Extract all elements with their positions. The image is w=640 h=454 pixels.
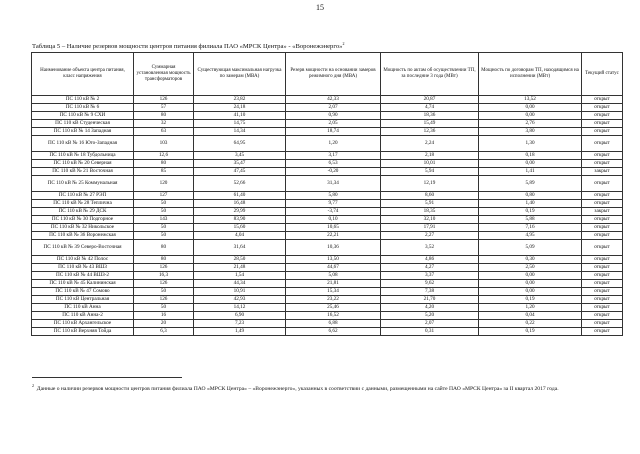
cell-max-load: 21,48 bbox=[194, 264, 286, 272]
cell-object-name: ПС 110 кВ № 18 Тубдольница bbox=[32, 152, 134, 160]
cell-contracts-power: 0,00 bbox=[479, 280, 582, 288]
cell-contracts-power: 0,00 bbox=[479, 112, 582, 120]
cell-contracts-power: 2,76 bbox=[479, 120, 582, 128]
cell-object-name: ПС 110 кВ № 32 Никольское bbox=[32, 224, 134, 232]
cell-max-load: 83,90 bbox=[194, 216, 286, 224]
cell-status: открыт bbox=[582, 176, 623, 192]
table-row bbox=[32, 120, 623, 128]
cell-acts-power: 3,52 bbox=[381, 240, 479, 256]
cell-contracts-power: 0,04 bbox=[479, 312, 582, 320]
cell-status: открыт bbox=[582, 224, 623, 232]
cell-status: открыт bbox=[582, 136, 623, 152]
cell-reserve: 10,36 bbox=[286, 240, 381, 256]
cell-reserve: 9,77 bbox=[286, 200, 381, 208]
table-row bbox=[32, 296, 623, 304]
cell-acts-power: 2,27 bbox=[381, 232, 479, 240]
header-reserve: Резерв мощности на основании замеров режимного дня (МВА) bbox=[286, 53, 381, 96]
cell-acts-power: 10,01 bbox=[381, 160, 479, 168]
cell-installed-power: 20 bbox=[134, 320, 194, 328]
footnote-marker: 2 bbox=[32, 383, 34, 388]
cell-acts-power: 4,27 bbox=[381, 264, 479, 272]
cell-installed-power: 16,3 bbox=[134, 272, 194, 280]
cell-reserve: 0,10 bbox=[286, 216, 381, 224]
table-row bbox=[32, 264, 623, 272]
cell-installed-power: 6,3 bbox=[134, 328, 194, 336]
cell-max-load: 47,45 bbox=[194, 168, 286, 176]
cell-installed-power: 80 bbox=[134, 256, 194, 264]
cell-object-name: ПС 110 кВ № 39 Северо-Восточная bbox=[32, 240, 134, 256]
cell-acts-power: 5,20 bbox=[381, 312, 479, 320]
cell-object-name: ПС 110 кВ Центральная bbox=[32, 296, 134, 304]
cell-contracts-power: 0,80 bbox=[479, 192, 582, 200]
cell-object-name: ПС 110 кВ Анна-2 bbox=[32, 312, 134, 320]
cell-status: открыт bbox=[582, 120, 623, 128]
cell-object-name: ПС 110 кВ Архангельское bbox=[32, 320, 134, 328]
cell-reserve: -3,74 bbox=[286, 208, 381, 216]
cell-contracts-power: 0,19 bbox=[479, 328, 582, 336]
table-row bbox=[32, 288, 623, 296]
cell-acts-power: 12,36 bbox=[381, 128, 479, 136]
cell-reserve: 21,81 bbox=[286, 280, 381, 288]
cell-object-name: ПС 110 кВ № 47 Сомово bbox=[32, 288, 134, 296]
cell-object-name: ПС 110 кВ № 27 РЭП bbox=[32, 192, 134, 200]
cell-status: открыт bbox=[582, 104, 623, 112]
header-object-name: Наименование объекта центра питания, класс напряжения bbox=[32, 53, 134, 96]
cell-contracts-power: 0,18 bbox=[479, 152, 582, 160]
cell-contracts-power: 7,16 bbox=[479, 224, 582, 232]
table-row bbox=[32, 192, 623, 200]
caption-footnote-ref: 2 bbox=[342, 41, 345, 46]
cell-max-load: 29,99 bbox=[194, 208, 286, 216]
cell-object-name: ПС 110 кВ № 44 ВШЗ-2 bbox=[32, 272, 134, 280]
table-row bbox=[32, 96, 623, 104]
cell-installed-power: 50 bbox=[134, 200, 194, 208]
table-row bbox=[32, 312, 623, 320]
cell-max-load: 1,54 bbox=[194, 272, 286, 280]
cell-max-load: 42,93 bbox=[194, 296, 286, 304]
cell-contracts-power: 5,88 bbox=[479, 216, 582, 224]
cell-contracts-power: 3,80 bbox=[479, 128, 582, 136]
cell-contracts-power: 0,00 bbox=[479, 288, 582, 296]
cell-reserve: 2,05 bbox=[286, 120, 381, 128]
cell-object-name: ПС 110 кВ № 36 Воронежская bbox=[32, 232, 134, 240]
power-reserve-table bbox=[31, 52, 623, 336]
cell-reserve: 6,62 bbox=[286, 328, 381, 336]
cell-max-load: 14,12 bbox=[194, 304, 286, 312]
cell-status: открыт bbox=[582, 328, 623, 336]
table-row bbox=[32, 304, 623, 312]
cell-max-load: 6,90 bbox=[194, 312, 286, 320]
cell-object-name: ПС 110 кВ № 2 bbox=[32, 96, 134, 104]
table-row bbox=[32, 208, 623, 216]
table-row bbox=[32, 224, 623, 232]
cell-status: открыт bbox=[582, 240, 623, 256]
cell-contracts-power: 0,00 bbox=[479, 160, 582, 168]
cell-status: закрыт bbox=[582, 208, 623, 216]
cell-max-load: 1,49 bbox=[194, 328, 286, 336]
cell-installed-power: 80 bbox=[134, 112, 194, 120]
table-row bbox=[32, 104, 623, 112]
cell-installed-power: 126 bbox=[134, 96, 194, 104]
cell-installed-power: 12,6 bbox=[134, 152, 194, 160]
table-row bbox=[32, 152, 623, 160]
cell-contracts-power: 1,40 bbox=[479, 200, 582, 208]
cell-max-load: 61,40 bbox=[194, 192, 286, 200]
cell-status: открыт bbox=[582, 320, 623, 328]
cell-status: открыт bbox=[582, 296, 623, 304]
cell-object-name: ПС 110 кВ № 6 bbox=[32, 104, 134, 112]
cell-object-name: ПС 110 кВ № 45 Калининская bbox=[32, 280, 134, 288]
cell-object-name: ПС 110 кВ № 42 Полос bbox=[32, 256, 134, 264]
header-max-load: Существующая максимальная нагрузка по замерам (МВА) bbox=[194, 53, 286, 96]
cell-status: открыт bbox=[582, 152, 623, 160]
cell-object-name: ПС 110 кВ № 25 Коммунальная bbox=[32, 176, 134, 192]
header-acts-power: Мощность по актам об осуществлении ТП, за последние 3 года (МВт) bbox=[381, 53, 479, 96]
cell-max-load: 4,04 bbox=[194, 232, 286, 240]
cell-installed-power: 126 bbox=[134, 280, 194, 288]
header-contracts-power: Мощность по договорам ТП, находящимся на исполнении (МВт) bbox=[479, 53, 582, 96]
footnote-text: Данные о наличии резервов мощности центров питания филиала ПАО «МРСК Центра» – «Воронежэнерго», указанных в соответствии с данными, размещенными на сайте ПАО «МРСК Центра» за II квартал 2017 года. bbox=[36, 385, 559, 392]
cell-acts-power: 4,20 bbox=[381, 304, 479, 312]
cell-acts-power: 7,38 bbox=[381, 288, 479, 296]
cell-installed-power: 50 bbox=[134, 304, 194, 312]
cell-contracts-power: 5,89 bbox=[479, 176, 582, 192]
cell-status: открыт bbox=[582, 112, 623, 120]
cell-status: открыт bbox=[582, 200, 623, 208]
table-row bbox=[32, 328, 623, 336]
cell-object-name: ПС 110 кВ № 21 Восточная bbox=[32, 168, 134, 176]
cell-acts-power: 4,74 bbox=[381, 104, 479, 112]
cell-acts-power: 17,91 bbox=[381, 224, 479, 232]
page-number: 15 bbox=[316, 3, 324, 12]
cell-status: открыт bbox=[582, 96, 623, 104]
cell-reserve: 31,34 bbox=[286, 176, 381, 192]
cell-status: открыт bbox=[582, 192, 623, 200]
cell-acts-power: 18,35 bbox=[381, 208, 479, 216]
cell-contracts-power: 1,30 bbox=[479, 136, 582, 152]
footnote-divider bbox=[32, 377, 182, 378]
cell-max-load: 14,34 bbox=[194, 128, 286, 136]
cell-max-load: 35,47 bbox=[194, 160, 286, 168]
cell-acts-power: 20,87 bbox=[381, 96, 479, 104]
footnote bbox=[32, 381, 622, 394]
table-row bbox=[32, 128, 623, 136]
cell-contracts-power: 0,00 bbox=[479, 104, 582, 112]
table-row bbox=[32, 200, 623, 208]
cell-acts-power: 2,24 bbox=[381, 136, 479, 152]
table-row bbox=[32, 136, 623, 152]
cell-acts-power: 18,36 bbox=[381, 112, 479, 120]
cell-installed-power: 16 bbox=[134, 312, 194, 320]
cell-contracts-power: 0,22 bbox=[479, 320, 582, 328]
cell-max-load: 28,50 bbox=[194, 256, 286, 264]
cell-reserve: 3,17 bbox=[286, 152, 381, 160]
table-row bbox=[32, 272, 623, 280]
table-row bbox=[32, 168, 623, 176]
table-row bbox=[32, 280, 623, 288]
cell-max-load: 7,23 bbox=[194, 320, 286, 328]
cell-object-name: ПС 110 кВ № 29 ДСК bbox=[32, 208, 134, 216]
cell-reserve: 23,22 bbox=[286, 296, 381, 304]
table-row bbox=[32, 256, 623, 264]
cell-status: открыт bbox=[582, 312, 623, 320]
cell-status: открыт bbox=[582, 160, 623, 168]
header-status: Текущий статус bbox=[582, 53, 623, 96]
cell-installed-power: 126 bbox=[134, 296, 194, 304]
cell-reserve: 15,34 bbox=[286, 288, 381, 296]
cell-installed-power: 143 bbox=[134, 216, 194, 224]
cell-reserve: 1,20 bbox=[286, 136, 381, 152]
cell-max-load: 24,18 bbox=[194, 104, 286, 112]
cell-max-load: 14,75 bbox=[194, 120, 286, 128]
cell-contracts-power: 1,20 bbox=[479, 304, 582, 312]
cell-contracts-power: 5,09 bbox=[479, 240, 582, 256]
cell-max-load: 23,82 bbox=[194, 96, 286, 104]
cell-installed-power: 103 bbox=[134, 136, 194, 152]
cell-acts-power: 5,94 bbox=[381, 168, 479, 176]
cell-acts-power: 15,49 bbox=[381, 120, 479, 128]
cell-reserve: 42,33 bbox=[286, 96, 381, 104]
cell-max-load: 44,34 bbox=[194, 280, 286, 288]
cell-installed-power: 32 bbox=[134, 120, 194, 128]
cell-status: открыт bbox=[582, 264, 623, 272]
cell-acts-power: 32,10 bbox=[381, 216, 479, 224]
cell-max-load: 15,60 bbox=[194, 224, 286, 232]
cell-reserve: 0,90 bbox=[286, 112, 381, 120]
cell-object-name: ПС 110 кВ № 43 ВШЗ bbox=[32, 264, 134, 272]
cell-object-name: ПС 110 кВ № 30 Подгорное bbox=[32, 216, 134, 224]
cell-installed-power: 126 bbox=[134, 264, 194, 272]
cell-installed-power: 50 bbox=[134, 288, 194, 296]
cell-contracts-power: 0,19 bbox=[479, 296, 582, 304]
header-installed-power: Суммарная установленная мощность трансформаторов bbox=[134, 53, 194, 96]
table-caption bbox=[32, 41, 622, 50]
cell-status: открыт bbox=[582, 304, 623, 312]
cell-acts-power: 5,91 bbox=[381, 200, 479, 208]
cell-reserve: 25,46 bbox=[286, 304, 381, 312]
cell-object-name: ПС 110 кВ № 14 Западная bbox=[32, 128, 134, 136]
cell-acts-power: 3,37 bbox=[381, 272, 479, 280]
cell-max-load: 31,64 bbox=[194, 240, 286, 256]
cell-contracts-power: 13,52 bbox=[479, 96, 582, 104]
cell-installed-power: 50 bbox=[134, 224, 194, 232]
cell-reserve: 6,53 bbox=[286, 160, 381, 168]
cell-acts-power: 4,86 bbox=[381, 256, 479, 264]
cell-reserve: -0,20 bbox=[286, 168, 381, 176]
cell-acts-power: 0,31 bbox=[381, 328, 479, 336]
cell-installed-power: 127 bbox=[134, 192, 194, 200]
cell-contracts-power: 1,41 bbox=[479, 168, 582, 176]
cell-object-name: ПС 110 кВ № 9 СХИ bbox=[32, 112, 134, 120]
cell-status: открыт bbox=[582, 280, 623, 288]
cell-acts-power: 12,19 bbox=[381, 176, 479, 192]
table-row bbox=[32, 320, 623, 328]
cell-max-load: 41,10 bbox=[194, 112, 286, 120]
cell-max-load: 64,95 bbox=[194, 136, 286, 152]
cell-reserve: 44,67 bbox=[286, 264, 381, 272]
cell-installed-power: 85 bbox=[134, 168, 194, 176]
cell-installed-power: 80 bbox=[134, 160, 194, 168]
cell-object-name: ПС 110 кВ № 28 Теплична bbox=[32, 200, 134, 208]
cell-max-load: 16,48 bbox=[194, 200, 286, 208]
cell-max-load: 10,91 bbox=[194, 288, 286, 296]
table-row bbox=[32, 232, 623, 240]
cell-reserve: 10,65 bbox=[286, 224, 381, 232]
cell-installed-power: 120 bbox=[134, 176, 194, 192]
cell-installed-power: 80 bbox=[134, 240, 194, 256]
cell-reserve: 5,80 bbox=[286, 192, 381, 200]
cell-installed-power: 63 bbox=[134, 128, 194, 136]
cell-contracts-power: 0,30 bbox=[479, 256, 582, 264]
cell-reserve: 18,74 bbox=[286, 128, 381, 136]
cell-contracts-power: 0,00 bbox=[479, 272, 582, 280]
cell-acts-power: 21,70 bbox=[381, 296, 479, 304]
cell-status: открыт bbox=[582, 216, 623, 224]
caption-text: Таблица 5 – Наличие резервов мощности центров питания филиала ПАО «МРСК Центра» - «Воронежэнерго» bbox=[32, 43, 343, 51]
cell-acts-power: 2,18 bbox=[381, 152, 479, 160]
table-row bbox=[32, 160, 623, 168]
cell-object-name: ПС 110 кВ Студенческая bbox=[32, 120, 134, 128]
cell-acts-power: 8,60 bbox=[381, 192, 479, 200]
cell-contracts-power: 0,19 bbox=[479, 208, 582, 216]
cell-reserve: 6,88 bbox=[286, 320, 381, 328]
cell-installed-power: 50 bbox=[134, 208, 194, 216]
cell-contracts-power: 4,95 bbox=[479, 232, 582, 240]
cell-object-name: ПС 110 кВ Верхняя Тойда bbox=[32, 328, 134, 336]
cell-reserve: 5,08 bbox=[286, 272, 381, 280]
cell-installed-power: 50 bbox=[134, 232, 194, 240]
cell-status: закрыт bbox=[582, 168, 623, 176]
cell-object-name: ПС 110 кВ № 16 Юго-Западная bbox=[32, 136, 134, 152]
table-header-row bbox=[32, 53, 623, 96]
table-row bbox=[32, 240, 623, 256]
cell-reserve: 16,52 bbox=[286, 312, 381, 320]
cell-status: открыт bbox=[582, 288, 623, 296]
cell-acts-power: 9,62 bbox=[381, 280, 479, 288]
cell-reserve: 2,07 bbox=[286, 104, 381, 112]
table-body bbox=[32, 96, 623, 336]
cell-acts-power: 2,07 bbox=[381, 320, 479, 328]
cell-max-load: 52,66 bbox=[194, 176, 286, 192]
table-row bbox=[32, 112, 623, 120]
cell-status: открыт bbox=[582, 272, 623, 280]
table-row bbox=[32, 176, 623, 192]
cell-status: открыт bbox=[582, 232, 623, 240]
cell-status: открыт bbox=[582, 256, 623, 264]
cell-object-name: ПС 110 кВ № 20 Северная bbox=[32, 160, 134, 168]
cell-contracts-power: 2,50 bbox=[479, 264, 582, 272]
table-row bbox=[32, 216, 623, 224]
cell-reserve: 13,50 bbox=[286, 256, 381, 264]
cell-object-name: ПС 110 кВ Анна bbox=[32, 304, 134, 312]
cell-reserve: 22,21 bbox=[286, 232, 381, 240]
cell-installed-power: 57 bbox=[134, 104, 194, 112]
cell-status: открыт bbox=[582, 128, 623, 136]
cell-max-load: 3,45 bbox=[194, 152, 286, 160]
